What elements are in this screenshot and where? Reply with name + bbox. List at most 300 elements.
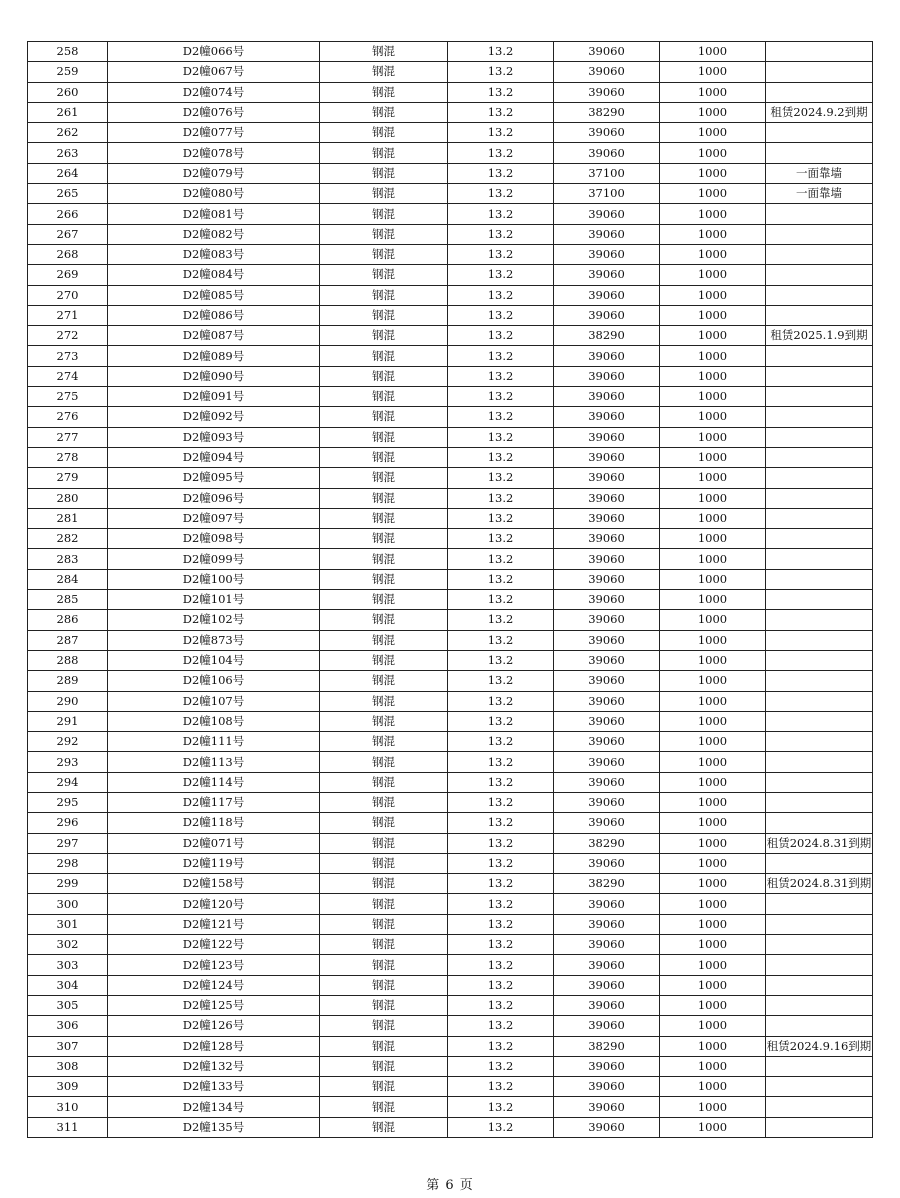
cell-fee: 1000 (660, 590, 766, 610)
cell-remark (766, 691, 873, 711)
table-row (28, 732, 873, 752)
cell-remark (766, 62, 873, 82)
cell-area: 13.2 (448, 1016, 554, 1036)
cell-remark (766, 853, 873, 873)
cell-unit-number: D2幢067号 (108, 62, 320, 82)
cell-structure-type: 钢混 (320, 792, 448, 812)
cell-price: 39060 (554, 914, 660, 934)
cell-unit-number: D2幢086号 (108, 305, 320, 325)
cell-unit-number: D2幢076号 (108, 102, 320, 122)
cell-remark (766, 143, 873, 163)
table-row (28, 853, 873, 873)
cell-structure-type: 钢混 (320, 529, 448, 549)
cell-fee: 1000 (660, 529, 766, 549)
cell-remark: 租赁2024.9.16到期 (766, 1036, 873, 1056)
cell-price: 39060 (554, 1056, 660, 1076)
cell-area: 13.2 (448, 387, 554, 407)
cell-structure-type: 钢混 (320, 143, 448, 163)
cell-structure-type: 钢混 (320, 590, 448, 610)
cell-fee: 1000 (660, 224, 766, 244)
cell-area: 13.2 (448, 366, 554, 386)
cell-price: 38290 (554, 326, 660, 346)
cell-row-index: 294 (28, 772, 108, 792)
cell-price: 39060 (554, 590, 660, 610)
cell-price: 39060 (554, 529, 660, 549)
cell-unit-number: D2幢100号 (108, 569, 320, 589)
cell-remark (766, 752, 873, 772)
cell-remark (766, 610, 873, 630)
table-row (28, 102, 873, 122)
cell-structure-type: 钢混 (320, 894, 448, 914)
cell-price: 39060 (554, 732, 660, 752)
cell-row-index: 297 (28, 833, 108, 853)
cell-area: 13.2 (448, 488, 554, 508)
cell-remark (766, 427, 873, 447)
table-row (28, 346, 873, 366)
cell-fee: 1000 (660, 123, 766, 143)
cell-price: 39060 (554, 813, 660, 833)
table-row (28, 894, 873, 914)
cell-row-index: 296 (28, 813, 108, 833)
parking-space-table (27, 41, 873, 1138)
cell-row-index: 273 (28, 346, 108, 366)
cell-unit-number: D2幢111号 (108, 732, 320, 752)
cell-row-index: 261 (28, 102, 108, 122)
cell-unit-number: D2幢134号 (108, 1097, 320, 1117)
cell-row-index: 266 (28, 204, 108, 224)
cell-price: 39060 (554, 772, 660, 792)
table-row (28, 1097, 873, 1117)
table-row (28, 955, 873, 975)
cell-structure-type: 钢混 (320, 366, 448, 386)
table-row (28, 772, 873, 792)
cell-area: 13.2 (448, 407, 554, 427)
cell-fee: 1000 (660, 82, 766, 102)
cell-price: 39060 (554, 407, 660, 427)
cell-unit-number: D2幢158号 (108, 874, 320, 894)
cell-price: 39060 (554, 671, 660, 691)
table-row (28, 447, 873, 467)
cell-structure-type: 钢混 (320, 671, 448, 691)
cell-unit-number: D2幢084号 (108, 265, 320, 285)
table-row (28, 82, 873, 102)
cell-structure-type: 钢混 (320, 1036, 448, 1056)
cell-price: 39060 (554, 691, 660, 711)
cell-price: 37100 (554, 184, 660, 204)
cell-area: 13.2 (448, 874, 554, 894)
table-row (28, 1036, 873, 1056)
cell-row-index: 299 (28, 874, 108, 894)
cell-area: 13.2 (448, 935, 554, 955)
table-row (28, 62, 873, 82)
cell-unit-number: D2幢113号 (108, 752, 320, 772)
cell-row-index: 308 (28, 1056, 108, 1076)
cell-structure-type: 钢混 (320, 305, 448, 325)
cell-remark (766, 975, 873, 995)
cell-price: 39060 (554, 42, 660, 62)
cell-structure-type: 钢混 (320, 346, 448, 366)
cell-unit-number: D2幢108号 (108, 711, 320, 731)
cell-remark (766, 549, 873, 569)
cell-structure-type: 钢混 (320, 184, 448, 204)
cell-area: 13.2 (448, 529, 554, 549)
table-row (28, 711, 873, 731)
cell-structure-type: 钢混 (320, 752, 448, 772)
cell-structure-type: 钢混 (320, 1097, 448, 1117)
cell-area: 13.2 (448, 265, 554, 285)
cell-unit-number: D2幢122号 (108, 935, 320, 955)
cell-row-index: 305 (28, 995, 108, 1015)
cell-structure-type: 钢混 (320, 691, 448, 711)
cell-remark: 租赁2025.1.9到期 (766, 326, 873, 346)
cell-structure-type: 钢混 (320, 975, 448, 995)
cell-unit-number: D2幢099号 (108, 549, 320, 569)
cell-structure-type: 钢混 (320, 935, 448, 955)
cell-row-index: 272 (28, 326, 108, 346)
cell-unit-number: D2幢133号 (108, 1077, 320, 1097)
cell-fee: 1000 (660, 833, 766, 853)
cell-structure-type: 钢混 (320, 407, 448, 427)
cell-area: 13.2 (448, 995, 554, 1015)
cell-price: 39060 (554, 569, 660, 589)
table-row (28, 407, 873, 427)
cell-area: 13.2 (448, 42, 554, 62)
cell-area: 13.2 (448, 224, 554, 244)
cell-unit-number: D2幢091号 (108, 387, 320, 407)
page-number: 第 6 页 (426, 1178, 474, 1193)
cell-price: 39060 (554, 955, 660, 975)
table-row (28, 914, 873, 934)
cell-fee: 1000 (660, 427, 766, 447)
cell-area: 13.2 (448, 549, 554, 569)
cell-area: 13.2 (448, 1056, 554, 1076)
cell-remark (766, 630, 873, 650)
cell-structure-type: 钢混 (320, 204, 448, 224)
cell-remark (766, 529, 873, 549)
cell-remark: 租赁2024.9.2到期 (766, 102, 873, 122)
cell-unit-number: D2幢120号 (108, 894, 320, 914)
table-row (28, 366, 873, 386)
cell-price: 39060 (554, 630, 660, 650)
cell-price: 39060 (554, 488, 660, 508)
cell-remark (766, 935, 873, 955)
cell-row-index: 282 (28, 529, 108, 549)
cell-remark (766, 894, 873, 914)
cell-area: 13.2 (448, 792, 554, 812)
cell-unit-number: D2幢135号 (108, 1117, 320, 1137)
cell-unit-number: D2幢081号 (108, 204, 320, 224)
cell-row-index: 263 (28, 143, 108, 163)
cell-price: 39060 (554, 123, 660, 143)
cell-structure-type: 钢混 (320, 955, 448, 975)
table-row (28, 874, 873, 894)
table-row (28, 610, 873, 630)
cell-row-index: 262 (28, 123, 108, 143)
cell-remark (766, 123, 873, 143)
cell-unit-number: D2幢090号 (108, 366, 320, 386)
cell-row-index: 265 (28, 184, 108, 204)
cell-row-index: 292 (28, 732, 108, 752)
cell-structure-type: 钢混 (320, 102, 448, 122)
cell-price: 39060 (554, 1077, 660, 1097)
cell-price: 38290 (554, 1036, 660, 1056)
cell-fee: 1000 (660, 853, 766, 873)
cell-remark (766, 792, 873, 812)
cell-remark (766, 1117, 873, 1137)
cell-row-index: 290 (28, 691, 108, 711)
cell-unit-number: D2幢083号 (108, 244, 320, 264)
cell-row-index: 298 (28, 853, 108, 873)
cell-price: 39060 (554, 1117, 660, 1137)
cell-area: 13.2 (448, 772, 554, 792)
cell-remark (766, 569, 873, 589)
cell-structure-type: 钢混 (320, 650, 448, 670)
table-row (28, 792, 873, 812)
cell-price: 39060 (554, 427, 660, 447)
cell-structure-type: 钢混 (320, 427, 448, 447)
cell-structure-type: 钢混 (320, 163, 448, 183)
cell-fee: 1000 (660, 1016, 766, 1036)
cell-unit-number: D2幢123号 (108, 955, 320, 975)
cell-fee: 1000 (660, 346, 766, 366)
cell-price: 39060 (554, 549, 660, 569)
cell-area: 13.2 (448, 346, 554, 366)
cell-structure-type: 钢混 (320, 914, 448, 934)
cell-area: 13.2 (448, 894, 554, 914)
cell-price: 39060 (554, 752, 660, 772)
cell-row-index: 277 (28, 427, 108, 447)
cell-unit-number: D2幢095号 (108, 468, 320, 488)
cell-remark (766, 265, 873, 285)
cell-fee: 1000 (660, 894, 766, 914)
cell-price: 39060 (554, 366, 660, 386)
cell-price: 39060 (554, 62, 660, 82)
cell-structure-type: 钢混 (320, 1077, 448, 1097)
table-row (28, 1077, 873, 1097)
table-row (28, 529, 873, 549)
table-row (28, 244, 873, 264)
cell-area: 13.2 (448, 711, 554, 731)
cell-structure-type: 钢混 (320, 610, 448, 630)
cell-remark (766, 285, 873, 305)
cell-remark (766, 732, 873, 752)
cell-fee: 1000 (660, 468, 766, 488)
cell-unit-number: D2幢104号 (108, 650, 320, 670)
cell-area: 13.2 (448, 204, 554, 224)
cell-structure-type: 钢混 (320, 874, 448, 894)
cell-price: 39060 (554, 305, 660, 325)
cell-price: 38290 (554, 102, 660, 122)
table-row (28, 123, 873, 143)
cell-fee: 1000 (660, 792, 766, 812)
cell-price: 39060 (554, 224, 660, 244)
cell-fee: 1000 (660, 102, 766, 122)
cell-unit-number: D2幢087号 (108, 326, 320, 346)
cell-remark (766, 387, 873, 407)
cell-structure-type: 钢混 (320, 1117, 448, 1137)
cell-remark (766, 995, 873, 1015)
cell-fee: 1000 (660, 204, 766, 224)
cell-fee: 1000 (660, 752, 766, 772)
cell-fee: 1000 (660, 671, 766, 691)
cell-fee: 1000 (660, 163, 766, 183)
cell-remark (766, 813, 873, 833)
cell-row-index: 307 (28, 1036, 108, 1056)
cell-price: 39060 (554, 853, 660, 873)
cell-row-index: 287 (28, 630, 108, 650)
cell-row-index: 281 (28, 508, 108, 528)
table-row (28, 975, 873, 995)
cell-area: 13.2 (448, 1097, 554, 1117)
cell-price: 39060 (554, 285, 660, 305)
table-row (28, 427, 873, 447)
cell-row-index: 302 (28, 935, 108, 955)
table-row (28, 265, 873, 285)
cell-fee: 1000 (660, 407, 766, 427)
cell-row-index: 304 (28, 975, 108, 995)
cell-row-index: 289 (28, 671, 108, 691)
cell-fee: 1000 (660, 874, 766, 894)
cell-fee: 1000 (660, 387, 766, 407)
cell-unit-number: D2幢092号 (108, 407, 320, 427)
cell-row-index: 270 (28, 285, 108, 305)
cell-price: 39060 (554, 894, 660, 914)
cell-price: 39060 (554, 82, 660, 102)
cell-structure-type: 钢混 (320, 772, 448, 792)
cell-unit-number: D2幢078号 (108, 143, 320, 163)
cell-row-index: 295 (28, 792, 108, 812)
cell-structure-type: 钢混 (320, 468, 448, 488)
cell-remark: 租赁2024.8.31到期 (766, 833, 873, 853)
cell-remark (766, 650, 873, 670)
cell-row-index: 286 (28, 610, 108, 630)
table-row (28, 671, 873, 691)
cell-fee: 1000 (660, 1036, 766, 1056)
cell-row-index: 280 (28, 488, 108, 508)
cell-price: 39060 (554, 265, 660, 285)
cell-unit-number: D2幢094号 (108, 447, 320, 467)
table-row (28, 549, 873, 569)
cell-area: 13.2 (448, 590, 554, 610)
cell-unit-number: D2幢071号 (108, 833, 320, 853)
cell-area: 13.2 (448, 163, 554, 183)
cell-fee: 1000 (660, 732, 766, 752)
cell-area: 13.2 (448, 914, 554, 934)
cell-row-index: 268 (28, 244, 108, 264)
cell-remark (766, 305, 873, 325)
cell-unit-number: D2幢101号 (108, 590, 320, 610)
table-row (28, 204, 873, 224)
cell-price: 39060 (554, 610, 660, 630)
cell-unit-number: D2幢066号 (108, 42, 320, 62)
cell-fee: 1000 (660, 813, 766, 833)
cell-row-index: 310 (28, 1097, 108, 1117)
cell-fee: 1000 (660, 1077, 766, 1097)
cell-area: 13.2 (448, 752, 554, 772)
cell-area: 13.2 (448, 102, 554, 122)
cell-unit-number: D2幢097号 (108, 508, 320, 528)
table-row (28, 326, 873, 346)
cell-row-index: 258 (28, 42, 108, 62)
cell-area: 13.2 (448, 244, 554, 264)
cell-unit-number: D2幢114号 (108, 772, 320, 792)
cell-area: 13.2 (448, 1077, 554, 1097)
cell-area: 13.2 (448, 630, 554, 650)
cell-structure-type: 钢混 (320, 549, 448, 569)
cell-unit-number: D2幢118号 (108, 813, 320, 833)
cell-fee: 1000 (660, 447, 766, 467)
cell-fee: 1000 (660, 305, 766, 325)
cell-price: 39060 (554, 711, 660, 731)
cell-unit-number: D2幢128号 (108, 1036, 320, 1056)
cell-fee: 1000 (660, 955, 766, 975)
cell-area: 13.2 (448, 1036, 554, 1056)
cell-unit-number: D2幢079号 (108, 163, 320, 183)
cell-row-index: 288 (28, 650, 108, 670)
cell-remark (766, 1077, 873, 1097)
cell-price: 39060 (554, 995, 660, 1015)
table-row (28, 468, 873, 488)
cell-area: 13.2 (448, 671, 554, 691)
cell-fee: 1000 (660, 366, 766, 386)
cell-remark (766, 407, 873, 427)
cell-row-index: 279 (28, 468, 108, 488)
cell-remark (766, 1056, 873, 1076)
cell-unit-number: D2幢098号 (108, 529, 320, 549)
cell-price: 39060 (554, 650, 660, 670)
cell-area: 13.2 (448, 62, 554, 82)
cell-fee: 1000 (660, 975, 766, 995)
cell-row-index: 291 (28, 711, 108, 731)
cell-price: 39060 (554, 1016, 660, 1036)
cell-unit-number: D2幢102号 (108, 610, 320, 630)
cell-row-index: 283 (28, 549, 108, 569)
cell-unit-number: D2幢077号 (108, 123, 320, 143)
cell-fee: 1000 (660, 244, 766, 264)
cell-area: 13.2 (448, 610, 554, 630)
cell-row-index: 285 (28, 590, 108, 610)
cell-area: 13.2 (448, 326, 554, 346)
cell-fee: 1000 (660, 42, 766, 62)
cell-row-index: 259 (28, 62, 108, 82)
cell-structure-type: 钢混 (320, 447, 448, 467)
cell-structure-type: 钢混 (320, 853, 448, 873)
cell-remark (766, 590, 873, 610)
cell-row-index: 276 (28, 407, 108, 427)
cell-unit-number: D2幢085号 (108, 285, 320, 305)
cell-row-index: 271 (28, 305, 108, 325)
cell-structure-type: 钢混 (320, 62, 448, 82)
cell-area: 13.2 (448, 143, 554, 163)
cell-structure-type: 钢混 (320, 630, 448, 650)
table-row (28, 143, 873, 163)
cell-row-index: 269 (28, 265, 108, 285)
table-row (28, 833, 873, 853)
cell-remark (766, 42, 873, 62)
cell-price: 38290 (554, 874, 660, 894)
cell-area: 13.2 (448, 833, 554, 853)
cell-area: 13.2 (448, 650, 554, 670)
cell-remark (766, 346, 873, 366)
cell-area: 13.2 (448, 732, 554, 752)
table-row (28, 630, 873, 650)
cell-remark: 租赁2024.8.31到期 (766, 874, 873, 894)
cell-remark (766, 468, 873, 488)
cell-row-index: 264 (28, 163, 108, 183)
table-row (28, 1016, 873, 1036)
cell-price: 39060 (554, 1097, 660, 1117)
table-row (28, 995, 873, 1015)
